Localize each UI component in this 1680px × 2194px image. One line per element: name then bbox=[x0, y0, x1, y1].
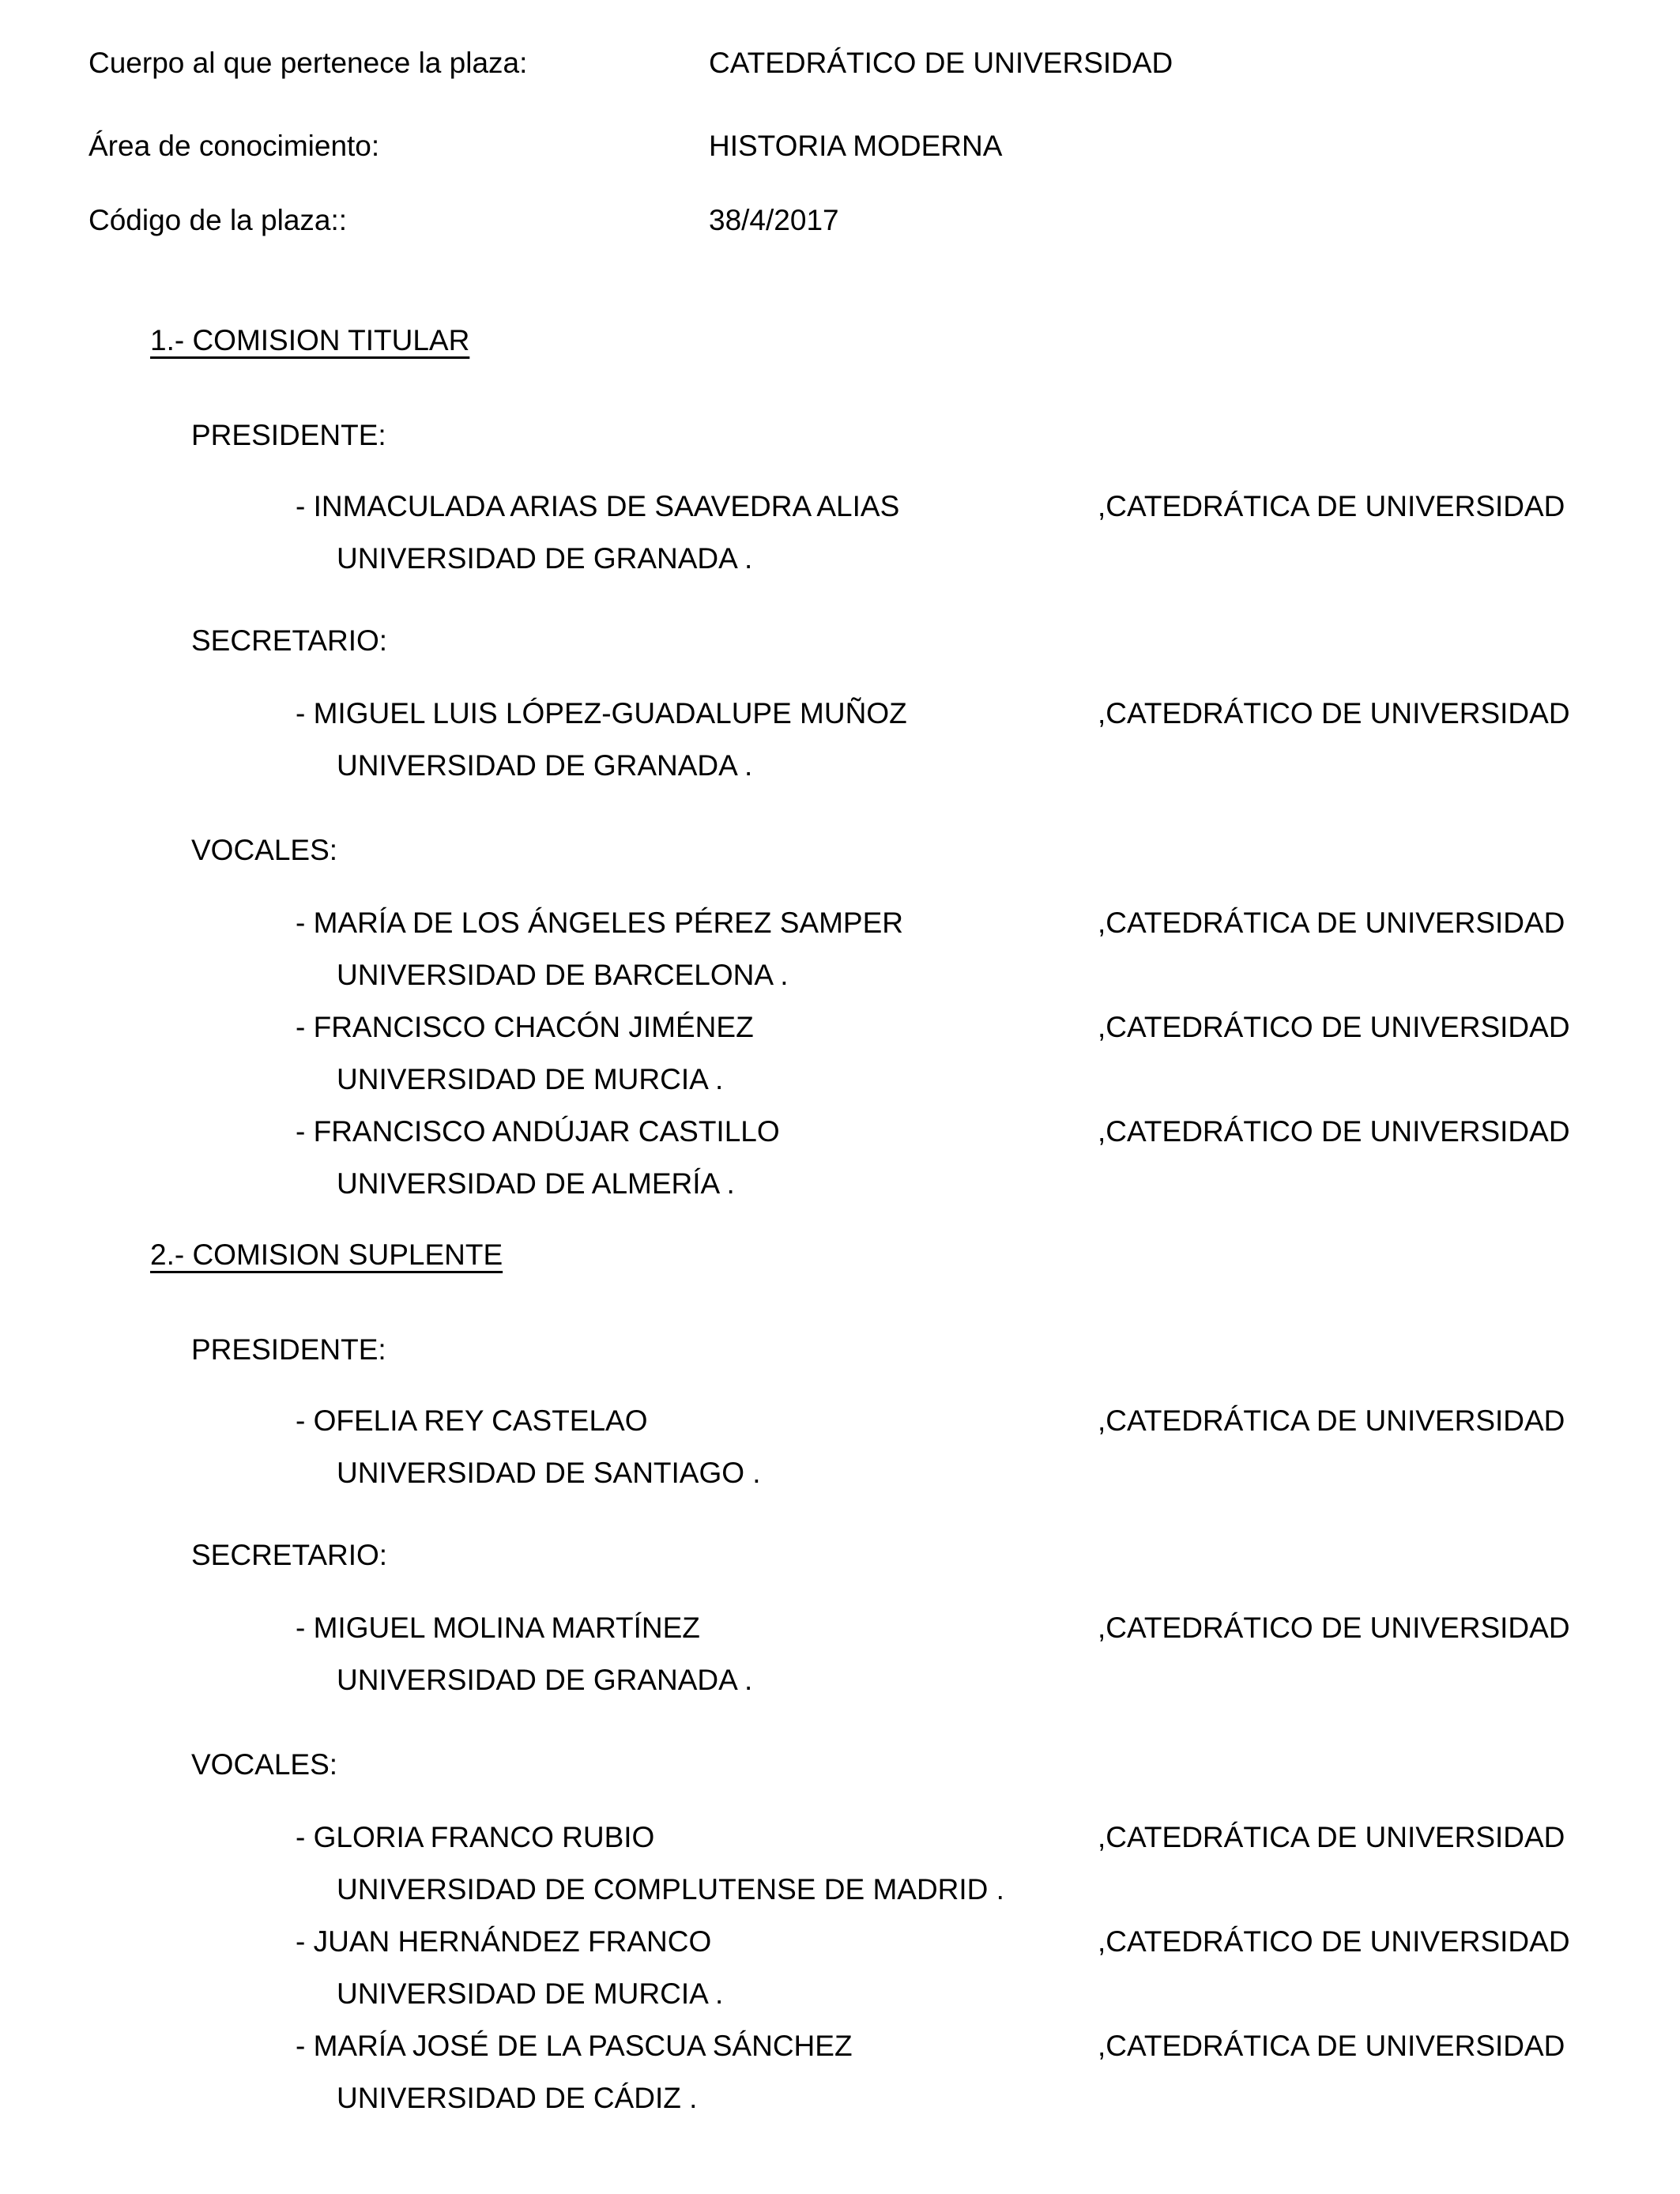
section-title: 2.- COMISION SUPLENTE bbox=[150, 1238, 503, 1271]
member-university: UNIVERSIDAD DE ALMERÍA . bbox=[337, 1167, 735, 1200]
role-label: PRESIDENTE: bbox=[191, 419, 386, 451]
field-label-codigo: Código de la plaza:: bbox=[89, 204, 348, 236]
member-university: UNIVERSIDAD DE MURCIA . bbox=[337, 1063, 724, 1095]
field-value-area: HISTORIA MODERNA bbox=[709, 130, 1003, 162]
member-university: UNIVERSIDAD DE BARCELONA . bbox=[337, 959, 789, 991]
member-position: ,CATEDRÁTICO DE UNIVERSIDAD bbox=[1098, 1115, 1570, 1148]
field-value-cuerpo: CATEDRÁTICO DE UNIVERSIDAD bbox=[709, 47, 1173, 79]
section-title: 1.- COMISION TITULAR bbox=[150, 324, 470, 356]
member-position: ,CATEDRÁTICA DE UNIVERSIDAD bbox=[1098, 1404, 1565, 1437]
member-name: - GLORIA FRANCO RUBIO bbox=[296, 1821, 655, 1853]
role-label: VOCALES: bbox=[191, 1748, 338, 1781]
member-university: UNIVERSIDAD DE GRANADA . bbox=[337, 749, 753, 782]
member-name: - INMACULADA ARIAS DE SAAVEDRA ALIAS bbox=[296, 490, 900, 522]
member-position: ,CATEDRÁTICA DE UNIVERSIDAD bbox=[1098, 2030, 1565, 2062]
member-position: ,CATEDRÁTICO DE UNIVERSIDAD bbox=[1098, 1925, 1570, 1958]
member-name: - MARÍA DE LOS ÁNGELES PÉREZ SAMPER bbox=[296, 907, 903, 939]
role-label: VOCALES: bbox=[191, 834, 338, 866]
member-name: - MARÍA JOSÉ DE LA PASCUA SÁNCHEZ bbox=[296, 2030, 853, 2062]
member-name: - MIGUEL LUIS LÓPEZ-GUADALUPE MUÑOZ bbox=[296, 697, 907, 729]
member-position: ,CATEDRÁTICO DE UNIVERSIDAD bbox=[1098, 697, 1570, 729]
member-university: UNIVERSIDAD DE GRANADA . bbox=[337, 542, 753, 575]
member-university: UNIVERSIDAD DE SANTIAGO . bbox=[337, 1457, 761, 1489]
member-position: ,CATEDRÁTICA DE UNIVERSIDAD bbox=[1098, 490, 1565, 522]
member-position: ,CATEDRÁTICA DE UNIVERSIDAD bbox=[1098, 1821, 1565, 1853]
role-label: SECRETARIO: bbox=[191, 1539, 388, 1571]
member-university: UNIVERSIDAD DE CÁDIZ . bbox=[337, 2082, 698, 2114]
member-position: ,CATEDRÁTICO DE UNIVERSIDAD bbox=[1098, 1612, 1570, 1644]
member-position: ,CATEDRÁTICA DE UNIVERSIDAD bbox=[1098, 907, 1565, 939]
member-name: - OFELIA REY CASTELAO bbox=[296, 1404, 648, 1437]
member-university: UNIVERSIDAD DE GRANADA . bbox=[337, 1664, 753, 1696]
member-university: UNIVERSIDAD DE COMPLUTENSE DE MADRID . bbox=[337, 1873, 1004, 1906]
member-university: UNIVERSIDAD DE MURCIA . bbox=[337, 1977, 724, 2010]
field-value-codigo: 38/4/2017 bbox=[709, 204, 839, 236]
field-label-cuerpo: Cuerpo al que pertenece la plaza: bbox=[89, 47, 528, 79]
role-label: SECRETARIO: bbox=[191, 624, 388, 657]
role-label: PRESIDENTE: bbox=[191, 1333, 386, 1366]
member-name: - FRANCISCO CHACÓN JIMÉNEZ bbox=[296, 1011, 754, 1043]
field-label-area: Área de conocimiento: bbox=[89, 130, 380, 162]
member-name: - FRANCISCO ANDÚJAR CASTILLO bbox=[296, 1115, 780, 1148]
member-position: ,CATEDRÁTICO DE UNIVERSIDAD bbox=[1098, 1011, 1570, 1043]
member-name: - JUAN HERNÁNDEZ FRANCO bbox=[296, 1925, 712, 1958]
member-name: - MIGUEL MOLINA MARTÍNEZ bbox=[296, 1612, 700, 1644]
